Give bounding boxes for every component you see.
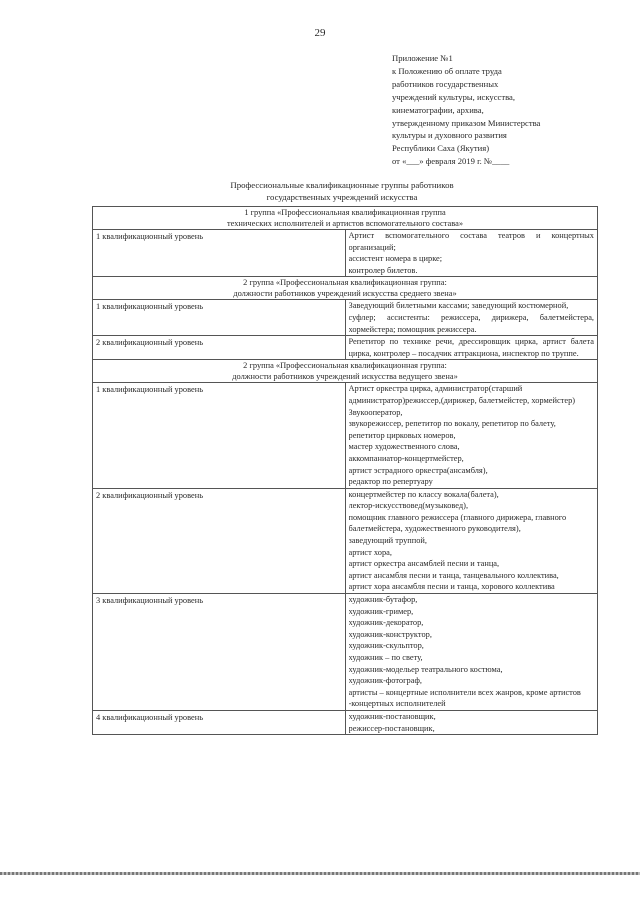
appendix-note <box>392 52 622 168</box>
position-line: помощник главного режиссера (главного дирижера, главного <box>348 512 567 522</box>
page-number: 29 <box>314 27 326 39</box>
positions-cell <box>345 300 598 336</box>
positions-cell <box>345 230 598 277</box>
group-heading <box>93 207 598 230</box>
appendix-line: учреждений культуры, искусства, <box>392 91 516 102</box>
position-line: Репетитор по технике речи, дрессировщик цирка, артист балета <box>348 337 594 347</box>
appendix-line: утвержденному приказом Министерства <box>392 117 541 128</box>
position-line: художник-конструктор, <box>348 629 432 639</box>
position-line: художник-скульптор, <box>348 641 424 651</box>
position-line: артисты – концертные исполнители всех жанров, кроме артистов <box>348 687 581 697</box>
qualification-level: 4 квалификационный уровень <box>93 710 346 734</box>
position-line: художник-гример, <box>348 606 414 616</box>
position-line: артист эстрадного оркестра(ансамбля), <box>348 465 488 475</box>
group-heading <box>93 277 598 300</box>
table-row <box>93 383 598 488</box>
position-line: заведующий труппой, <box>348 536 428 546</box>
appendix-line: от «___» февраля 2019 г. №____ <box>392 156 510 167</box>
qualification-level: 3 квалификационный уровень <box>93 594 346 711</box>
positions-cell <box>345 336 598 360</box>
table-row <box>93 230 598 277</box>
qualification-level: 1 квалификационный уровень <box>93 300 346 336</box>
position-line: Заведующий билетными кассами; заведующий костюмерной, <box>348 301 569 311</box>
position-line: администратор)режиссер,(дирижер, балетмейстер, хормейстер) <box>348 395 576 405</box>
position-line: художник – по свету, <box>348 653 423 662</box>
group-heading-row <box>93 360 598 383</box>
group-heading <box>93 360 598 383</box>
position-line: балетмейстера, художественного руководителя), <box>348 524 521 534</box>
position-line: мастер художественного слова, <box>348 442 460 452</box>
table-row <box>93 300 598 336</box>
position-line: контролер билетов. <box>348 265 418 275</box>
position-line: артист ансамбля песни и танца, танцевального коллектива, <box>348 570 559 580</box>
position-line: художник-постановщик, <box>348 711 436 721</box>
qualification-table <box>92 206 598 735</box>
document-title <box>92 180 592 203</box>
position-line: цирка, контролер – посадчик аттракциона, инспектор по труппе. <box>348 348 579 358</box>
position-line: артист хора, <box>348 547 392 557</box>
title-line: Профессиональные квалификационные группы работников <box>230 180 454 190</box>
table-row <box>93 488 598 593</box>
position-line: организаций; <box>348 242 396 252</box>
positions-cell <box>345 710 598 734</box>
appendix-line: культуры и духовного развития <box>392 130 507 141</box>
positions-cell <box>345 383 598 488</box>
position-line: Звукооператор, <box>348 407 403 417</box>
qualification-level: 2 квалификационный уровень <box>93 488 346 593</box>
appendix-line: работников государственных <box>392 78 499 89</box>
position-line: художник-бутафор, <box>348 595 418 605</box>
position-line: художник-декоратор, <box>348 618 424 628</box>
position-line: режиссер-постановщик, <box>348 723 435 733</box>
group-heading-line: 2 группа «Профессиональная квалификационная группа: <box>243 361 447 371</box>
position-line: аккомпаниатор-концертмейстер, <box>348 453 464 463</box>
position-line: художник-модельер театрального костюма, <box>348 664 503 674</box>
appendix-line: Республики Саха (Якутия) <box>392 143 490 154</box>
qualification-level: 1 квалификационный уровень <box>93 230 346 277</box>
position-line: звукорежиссер, репетитор по вокалу, репетитор по балету, <box>348 419 556 429</box>
position-line: Артист вспомогательного состава театров и концертных <box>348 231 594 240</box>
position-line: артист хора ансамбля песни и танца, хорового коллектива <box>348 582 555 592</box>
title-line: государственных учреждений искусства <box>266 191 418 202</box>
positions-cell <box>345 488 598 593</box>
group-heading-line: 1 группа «Профессиональная квалификационная группа <box>244 208 446 217</box>
position-line: художник-фотограф, <box>348 676 422 686</box>
position-line: Артист оркестра цирка, администратор(старший <box>348 384 523 394</box>
appendix-line: кинематографии, архива, <box>392 104 484 115</box>
group-heading-row <box>93 277 598 300</box>
group-heading-line: должности работников учреждений искусства среднего звена» <box>233 289 457 299</box>
group-heading-row <box>93 207 598 230</box>
positions-cell <box>345 594 598 711</box>
position-line: артист оркестра ансамблей песни и танца, <box>348 559 500 569</box>
position-line: концертмейстер по классу вокала(балета), <box>348 489 499 499</box>
qualification-level: 1 квалификационный уровень <box>93 383 346 488</box>
group-heading-line: должности работников учреждений искусства ведущего звена» <box>232 372 458 382</box>
scan-edge-divider <box>0 872 640 875</box>
table-row <box>93 594 598 711</box>
position-line: редактор по репертуару <box>348 477 433 487</box>
group-heading-line: технических исполнителей и артистов вспомогательного состава» <box>226 219 464 228</box>
position-line: суфлер; ассистенты: режиссера, дирижера, балетмейстера, <box>348 312 594 322</box>
position-line: хормейстера; помощник режиссера. <box>348 324 477 334</box>
table-row <box>93 710 598 734</box>
position-line: -концертных исполнителей <box>348 699 446 709</box>
appendix-line: Приложение №1 <box>392 53 453 63</box>
qualification-level: 2 квалификационный уровень <box>93 336 346 360</box>
group-heading-line: 2 группа «Профессиональная квалификационная группа: <box>243 278 447 288</box>
position-line: ассистент номера в цирке; <box>348 254 443 264</box>
position-line: лектор-искусствовед(музыковед), <box>348 501 469 511</box>
appendix-line: к Положению об оплате труда <box>392 65 502 76</box>
table-row <box>93 336 598 360</box>
position-line: репетитор цирковых номеров, <box>348 430 456 440</box>
